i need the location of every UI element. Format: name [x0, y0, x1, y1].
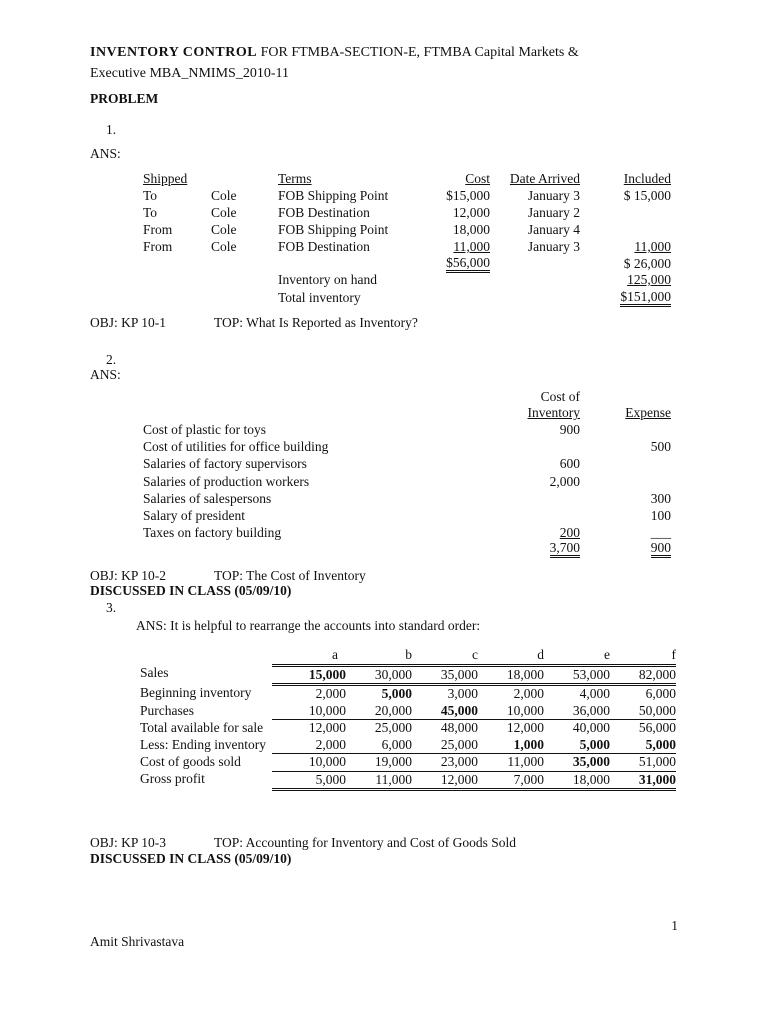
- p3-cell: 30,000: [346, 665, 412, 685]
- p3-cell: 18,000: [544, 771, 610, 790]
- document-title: [90, 45, 579, 61]
- p3-row: [140, 754, 676, 772]
- p1-row-party: Cole: [211, 222, 237, 237]
- p2-header-cost-1: Cost of: [540, 389, 580, 404]
- p1-row-party: Cole: [211, 239, 237, 254]
- p3-column-header: c: [412, 647, 478, 665]
- p2-row-expense: ___: [650, 525, 671, 541]
- p3-cell: 36,000: [572, 702, 610, 718]
- p2-row-cost: 200: [559, 525, 580, 541]
- p1-row-direction: To: [143, 205, 158, 220]
- p3-cell: 48,000: [412, 720, 478, 737]
- p3-column-header: a: [272, 647, 346, 665]
- p3-cell: 12,000: [412, 771, 478, 790]
- p1-on-hand-label: Inventory on hand: [278, 272, 377, 287]
- footer-author: Amit Shrivastava: [90, 934, 185, 949]
- p2-discussed: DISCUSSED IN CLASS (05/09/10): [90, 583, 292, 598]
- p1-row-date: January 2: [527, 205, 580, 220]
- p3-cell: 11,000: [346, 771, 412, 790]
- p1-row-terms: FOB Shipping Point: [278, 222, 389, 237]
- p3-obj: OBJ: KP 10-3: [90, 835, 167, 850]
- p2-row-cost: 2,000: [549, 473, 580, 489]
- page-number: 1: [671, 918, 678, 933]
- p3-cell: 51,000: [610, 754, 676, 772]
- p2-row-label: Taxes on factory building: [143, 525, 282, 541]
- p3-cell: 10,000: [272, 754, 346, 772]
- p1-header-date: Date Arrived: [509, 171, 580, 186]
- p3-row: [140, 720, 676, 737]
- p1-ans: ANS:: [90, 146, 121, 161]
- p3-cell: 2,000: [315, 686, 346, 701]
- p3-row-label: Beginning inventory: [140, 684, 252, 700]
- p3-cell: 53,000: [544, 665, 610, 685]
- p1-row-cost: 11,000: [453, 239, 490, 254]
- p3-row-label: Gross profit: [140, 771, 205, 786]
- p3-table: [140, 647, 676, 791]
- p3-cell: 31,000: [610, 771, 676, 790]
- p3-cell: 5,000: [272, 771, 346, 790]
- p3-header-row: [140, 647, 676, 665]
- p3-cell: 40,000: [544, 720, 610, 737]
- p1-row-included: 11,000: [634, 239, 671, 254]
- p1-row-direction: To: [143, 188, 158, 203]
- p3-cell: 2,000: [315, 736, 346, 752]
- p3-cell: 56,000: [610, 720, 676, 737]
- p1-header-included: Included: [623, 171, 671, 186]
- p3-cell: 82,000: [610, 665, 676, 685]
- p2-total-cost: 3,700: [550, 541, 580, 558]
- p3-cell: 10,000: [506, 702, 544, 718]
- p2-header-cost-2: Inventory: [527, 405, 580, 420]
- p1-row-date: January 3: [527, 188, 580, 203]
- p3-row-label: Sales: [140, 665, 169, 680]
- p3-cell: 6,000: [645, 686, 676, 701]
- p3-row: [140, 737, 676, 754]
- p1-row-terms: FOB Shipping Point: [278, 188, 389, 203]
- p1-number: 1.: [106, 122, 117, 137]
- p3-cell: 35,000: [544, 754, 610, 772]
- p1-row-direction: From: [143, 239, 173, 254]
- p1-header-cost: Cost: [465, 171, 490, 186]
- p2-row-label: Cost of utilities for office building: [143, 439, 329, 455]
- p3-cell: 2,000: [513, 686, 544, 701]
- p3-cell: 11,000: [478, 754, 544, 772]
- p1-header-terms: Terms: [278, 171, 312, 186]
- p3-cell: 23,000: [412, 754, 478, 772]
- p1-row-party: Cole: [211, 205, 237, 220]
- p3-cell: 5,000: [645, 736, 676, 752]
- p1-row-date: January 4: [527, 222, 580, 237]
- p1-cost-total: $56,000: [446, 256, 490, 273]
- p2-header-expense: Expense: [625, 405, 671, 420]
- p3-column-header: f: [610, 647, 676, 665]
- p3-cell: 19,000: [346, 754, 412, 772]
- p3-cell: 5,000: [381, 686, 412, 701]
- p2-row-expense: 500: [650, 439, 671, 455]
- p2-row-label: Cost of plastic for toys: [143, 422, 266, 437]
- p3-cell: 15,000: [272, 665, 346, 685]
- title-line-2: Executive MBA_NMIMS_2010-11: [90, 66, 289, 81]
- p3-cell: 4,000: [579, 686, 610, 701]
- p3-row: [140, 665, 676, 685]
- p1-row-cost: $15,000: [446, 188, 490, 203]
- p2-obj: OBJ: KP 10-2: [90, 568, 167, 583]
- p3-discussed: DISCUSSED IN CLASS (05/09/10): [90, 851, 292, 866]
- p3-cell: 18,000: [478, 665, 544, 685]
- p1-row-direction: From: [143, 222, 173, 237]
- title-rest: FOR FTMBA-SECTION-E, FTMBA Capital Markets &: [257, 45, 579, 60]
- p1-on-hand-value: 125,000: [627, 272, 671, 287]
- p2-total-expense: 900: [651, 541, 671, 558]
- p3-row-label: Purchases: [140, 702, 194, 718]
- p3-cell: 25,000: [440, 736, 478, 752]
- p3-cell: 7,000: [478, 771, 544, 790]
- title-bold: INVENTORY CONTROL: [90, 45, 258, 60]
- p2-row-cost: 900: [559, 422, 580, 437]
- p3-cell: 3,000: [447, 686, 478, 701]
- p1-total-value: $151,000: [620, 290, 671, 307]
- p3-cell: 12,000: [272, 720, 346, 737]
- p2-row-cost: 600: [559, 456, 580, 472]
- p1-row-cost: 18,000: [452, 222, 490, 237]
- p3-row-label: Less: Ending inventory: [140, 736, 266, 752]
- p3-row-label: Cost of goods sold: [140, 753, 241, 769]
- p3-cell: 35,000: [412, 665, 478, 685]
- p3-cell: 12,000: [478, 720, 544, 737]
- p3-row: [140, 771, 676, 790]
- p3-cell: 50,000: [638, 702, 676, 718]
- p3-cell: 1,000: [513, 736, 544, 752]
- p1-row-terms: FOB Destination: [278, 205, 370, 220]
- p2-top: TOP: The Cost of Inventory: [214, 568, 366, 583]
- p2-row-label: Salaries of factory supervisors: [143, 456, 307, 472]
- p3-ans: ANS: It is helpful to rearrange the accounts into standard order:: [136, 618, 481, 633]
- p2-number: 2.: [106, 352, 117, 367]
- p1-row-terms: FOB Destination: [278, 239, 370, 254]
- p3-column-header: e: [544, 647, 610, 665]
- p2-row-expense: 300: [650, 490, 671, 506]
- p3-top: TOP: Accounting for Inventory and Cost of Goods Sold: [214, 835, 516, 850]
- p1-included-subtotal: $ 26,000: [623, 256, 671, 271]
- p1-row-date: January 3: [527, 239, 580, 254]
- p1-obj: OBJ: KP 10-1: [90, 315, 167, 330]
- p1-row-cost: 12,000: [452, 205, 490, 220]
- p3-row: [140, 703, 676, 720]
- problem-heading: PROBLEM: [90, 91, 159, 106]
- p3-cell: 5,000: [579, 736, 610, 752]
- p1-top: TOP: What Is Reported as Inventory?: [214, 315, 418, 330]
- p1-header-shipped: Shipped: [143, 171, 188, 186]
- p3-number: 3.: [106, 600, 117, 615]
- p3-cell: 20,000: [374, 702, 412, 718]
- p1-row-party: Cole: [211, 188, 237, 203]
- p1-row-included: $ 15,000: [623, 188, 671, 203]
- p3-cell: 25,000: [346, 720, 412, 737]
- p3-cell: 10,000: [308, 702, 346, 718]
- p3-row: [140, 685, 676, 703]
- p3-column-header: d: [478, 647, 544, 665]
- p2-row-label: Salaries of production workers: [143, 473, 310, 489]
- p2-row-expense: 100: [650, 508, 671, 523]
- p1-total-label: Total inventory: [278, 290, 361, 305]
- p2-ans: ANS:: [90, 367, 121, 382]
- p3-row-label: Total available for sale: [140, 719, 264, 735]
- p2-row-label: Salaries of salespersons: [143, 490, 272, 506]
- p3-column-header: b: [346, 647, 412, 665]
- p3-cell: 6,000: [381, 736, 412, 752]
- p3-cell: 45,000: [440, 702, 478, 718]
- p2-row-label: Salary of president: [143, 508, 245, 523]
